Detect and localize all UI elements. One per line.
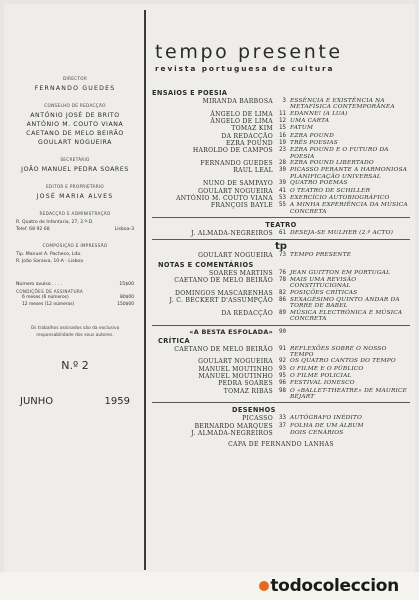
list-item <box>152 188 410 195</box>
subscription-12-months: 12 meses (12 números) 150$00 <box>22 302 134 307</box>
divider <box>152 217 410 218</box>
board-member: GOULART NOGUEIRA <box>37 139 113 146</box>
list-item <box>152 202 410 215</box>
responsibility-note: Os trabalhos assinados são da exclusiva responsabilidade dos seus autores. <box>30 326 120 338</box>
entry-title: DOIS CENÁRIOS <box>290 429 344 436</box>
entry-author: CAETANO DE MELO BEIRÃO <box>174 345 273 353</box>
list-item <box>152 230 410 237</box>
section-heading-desenhos: DESENHOS <box>232 406 276 415</box>
entry-title: MAIS UMA REVISÃO CONSTITUCIONAL <box>290 276 357 290</box>
entry-author: ÂNGELO DE LIMA <box>210 118 273 126</box>
entry-author: MANUEL MOUTINHO <box>198 372 273 380</box>
entry-author: DA REDACÇÃO <box>221 132 273 140</box>
entry-author: PEDRA SOARES <box>218 380 273 388</box>
office-contact: Telef. 68 92 68 Lisboa-3 <box>16 227 134 232</box>
entry-title: PICASSO PERANTE A HARMONIOSA PLANIFICAÇÃO UNIVERSAL <box>290 167 408 180</box>
entry-author: RAUL LEAL <box>233 167 273 175</box>
entry-title: FATUM <box>290 125 314 132</box>
entry-title: O FILME E O PÚBLICO <box>290 365 364 372</box>
list-item <box>152 358 410 365</box>
entry-author: TOMAZ KIM <box>231 125 273 133</box>
entry-title: EZRA POUND LIBERTADO <box>290 160 374 167</box>
printer-address: R. João Saraiva, 10-A · Lisboa <box>16 259 84 264</box>
entry-page: 93 <box>279 365 286 372</box>
teatro-list <box>152 230 410 237</box>
entry-title: POSIÇÕES CRÍTICAS <box>290 289 358 296</box>
entry-page: 89 <box>279 309 286 316</box>
entry-page: 11 <box>279 110 286 117</box>
issue-number: N.º 2 <box>61 359 89 372</box>
divider <box>152 402 410 403</box>
masthead <box>155 42 405 73</box>
cover-credit: CAPA DE FERNANDO LANHAS <box>228 441 334 449</box>
secretary-name: JOÃO MANUEL PEDRA SOARES <box>21 166 129 173</box>
list-item <box>152 388 410 401</box>
entry-author: BERNARDO MARQUES <box>194 422 273 430</box>
entry-title: ESSÊNCIA E EXISTÊNCIA NA METAFÍSICA CONTEMPORÂNEA <box>290 98 395 111</box>
list-item <box>152 423 410 430</box>
office-address: R. Quatro de Infantaria, 27, 2.º-D. <box>16 220 94 225</box>
entry-title: QUATRO POEMAS <box>290 180 348 187</box>
entry-title: EXERCÍCIO AUTOBIOGRÁFICO <box>290 194 390 201</box>
todocoleccion-logo <box>258 576 399 596</box>
list-item <box>152 133 410 140</box>
list-item <box>152 346 410 359</box>
left-colophon <box>16 76 134 407</box>
list-item <box>152 366 410 373</box>
section-heading-critica: CRÍTICA <box>158 336 191 345</box>
single-issue-price: Número avulso . . . . 15$00 <box>16 282 134 287</box>
entry-title: O «BALLET-THEATRE» DE MAURICE BÉJART <box>290 387 408 400</box>
entry-page: 95 <box>279 372 286 379</box>
board-member: ANTÓNIO JOSÉ DE BRITO <box>30 112 120 119</box>
entry-page: 39 <box>279 180 286 187</box>
entry-page: 15 <box>279 125 286 132</box>
entry-title: O TEATRO DE SCHILLER <box>290 187 371 194</box>
list-item <box>152 373 410 380</box>
entry-title: MÚSICA ELECTRÓNICA E MÚSICA CONCRETA <box>290 309 403 323</box>
entry-author: DA REDACÇÃO <box>221 309 273 317</box>
entry-author: ANTÓNIO M. COUTO VIANA <box>176 194 273 202</box>
publisher-label: EDITOR E PROPRIETÁRIO <box>45 184 105 189</box>
subscription-6-months: 6 meses (6 números) 80$00 <box>22 295 134 300</box>
entry-title: TRÊS POESIAS <box>290 140 338 146</box>
tp-logo: tp <box>275 241 287 253</box>
entry-page: 76 <box>279 269 286 276</box>
entry-page: 61 <box>279 229 286 236</box>
list-item <box>152 415 410 422</box>
list-item <box>152 160 410 167</box>
magazine-title: tempo presente <box>155 41 343 63</box>
entry-title: FESTIVAL IONESCO <box>290 380 355 387</box>
entry-author: EZRA POUND <box>225 140 273 147</box>
entry-author: J. ALMADA-NEGREIROS <box>191 429 273 437</box>
entry-page: 12 <box>279 118 286 125</box>
entry-title: A MINHA EXPERIÊNCIA DA MÚSICA CONCRETA <box>290 202 408 215</box>
entry-author: GOULART NOGUEIRA <box>198 187 273 195</box>
entry-author: J. ALMADA-NEGREIROS <box>191 229 273 237</box>
list-item <box>152 180 410 187</box>
entry-page: 16 <box>279 132 286 139</box>
entry-author: HAROLDO DE CAMPOS <box>192 147 273 155</box>
list-item <box>152 297 410 310</box>
entry-page: 96 <box>279 380 286 387</box>
critica-list <box>152 346 410 401</box>
watermark-brand: todocoleccion <box>270 576 399 596</box>
list-item <box>152 277 410 290</box>
list-item <box>152 195 410 202</box>
entry-author: J. C. BECKERT D'ASSUMPÇÃO <box>169 296 273 304</box>
entry-author: MANUEL MOUTINHO <box>198 365 273 373</box>
list-item <box>152 270 410 277</box>
board-member: CAETANO DE MELO BEIRÃO <box>26 130 124 137</box>
section-heading-notas: NOTAS E COMENTÁRIOS <box>158 260 254 269</box>
issue-year: 1959 <box>104 396 130 407</box>
entry-page: 55 <box>279 202 286 209</box>
section-heading-teatro: TEATRO <box>265 220 297 229</box>
divider <box>152 239 410 240</box>
list-item <box>152 430 410 437</box>
issue-month: JUNHO <box>20 396 54 407</box>
entry-page: 82 <box>279 289 286 296</box>
entry-author: NUNO DE SAMPAYO <box>202 180 273 188</box>
entry-author: FRANÇOIS BAYLE <box>210 202 273 210</box>
entry-page: 91 <box>279 345 286 352</box>
column-divider <box>144 10 146 570</box>
office-label: REDACÇÃO E ADMINISTRAÇÃO <box>39 211 111 216</box>
list-item <box>152 140 410 147</box>
entry-page: 33 <box>279 415 286 422</box>
entry-author: TOMAZ RIBAS <box>223 387 273 395</box>
magazine-subtitle: revista portuguesa de cultura <box>155 64 335 73</box>
ensaios-list <box>152 98 410 215</box>
entry-page: 41 <box>279 187 286 194</box>
entry-page: 37 <box>279 422 286 429</box>
divider <box>152 325 410 326</box>
entry-page: 53 <box>279 194 286 201</box>
entry-page: 3 <box>282 98 286 104</box>
section-heading-ensaios: ENSAIOS E POESIA <box>152 89 228 97</box>
entry-author: DOMINGOS MASCARENHAS <box>175 289 273 297</box>
desenhos-list <box>152 415 410 437</box>
list-item <box>152 380 410 387</box>
entry-title: UMA CARTA <box>290 118 330 125</box>
table-of-contents <box>152 88 410 448</box>
subscription-label: CONDIÇÕES DE ASSINATURA <box>16 289 84 294</box>
entry-title: REFLEXÕES SOBRE O NOSSO TEMPO <box>290 345 387 358</box>
entry-author: ÂNGELO DE LIMA <box>210 110 273 118</box>
entry-page: 98 <box>279 387 286 394</box>
entry-page: 28 <box>279 160 286 167</box>
entry-author: GOULART NOGUEIRA <box>198 358 273 366</box>
list-item <box>152 125 410 132</box>
list-item <box>152 98 410 111</box>
entry-page: 78 <box>279 276 286 283</box>
list-item <box>152 111 410 118</box>
entry-page: 92 <box>279 358 286 365</box>
director-label: DIRECTOR <box>62 76 88 81</box>
board-label: CONSELHO DE REDACÇÃO <box>44 103 106 108</box>
entry-title: EDANNE! (A LUA) <box>290 110 348 117</box>
entry-author: FERNANDO GUEDES <box>200 160 273 168</box>
entry-page: 30 <box>279 167 286 174</box>
entry-title: JEAN GUITTON EM PORTUGAL <box>290 269 391 276</box>
publisher-name: JOSÉ MARIA ALVES <box>36 193 114 200</box>
list-item <box>152 118 410 125</box>
list-item: GOULART NOGUEIRA 73 TEMPO PRESENTE <box>198 252 352 260</box>
watermark-bar <box>0 572 419 600</box>
entry-page: 19 <box>279 140 286 146</box>
entry-author: PICASSO <box>242 415 273 423</box>
list-item <box>152 147 410 160</box>
list-item <box>152 167 410 180</box>
director-name: FERNANDO GUEDES <box>34 85 116 92</box>
list-item <box>152 290 410 297</box>
entry-title: SEXAGÉSIMO QUINTO ANDAR DA TORRE DE BABEL <box>290 296 400 310</box>
list-item: «A BESTA ESFOLADA» 90 <box>189 327 286 336</box>
secretary-label: SECRETÁRIO <box>60 157 90 162</box>
entry-page: 23 <box>279 147 286 154</box>
entry-author: MIRANDA BARBOSA <box>202 98 273 105</box>
entry-title: EZRA POUND E O FUTURO DA POESIA <box>290 147 389 160</box>
list-item <box>152 310 410 323</box>
entry-title: AUTÓGRAFO INÉDITO <box>290 415 363 422</box>
printer-name: Tip. Manuel A. Pacheco, Lda. <box>16 252 82 257</box>
issue-date <box>16 396 134 407</box>
entry-author: CAETANO DE MELO BEIRÃO <box>174 276 273 284</box>
entry-title: OS QUATRO CANTOS DO TEMPO <box>290 358 396 365</box>
entry-title: EZRA POUND <box>290 132 334 139</box>
entry-title: DESEJA-SE MULHER (2.º ACTO) <box>290 229 394 236</box>
entry-title: FOLHA DE UM ÁLBUM <box>290 422 364 429</box>
entry-page: 86 <box>279 296 286 303</box>
entry-title: O FILME POLICIAL <box>290 372 352 379</box>
entry-author: SOARES MARTINS <box>208 269 273 277</box>
print-label: COMPOSIÇÃO E IMPRESSÃO <box>42 243 108 248</box>
logo-dot-icon <box>259 581 269 591</box>
notas-list <box>152 270 410 323</box>
board-member: ANTÓNIO M. COUTO VIANA <box>26 121 124 128</box>
